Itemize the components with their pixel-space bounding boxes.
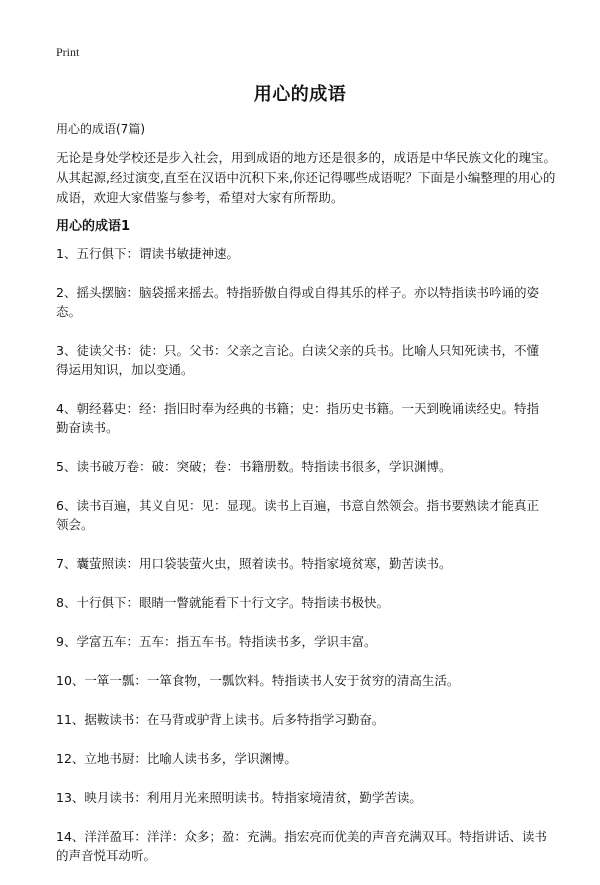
- idiom-list: [56, 244, 551, 885]
- idiom-entry-1: 1、五行俱下：谓读书敏捷神速。: [56, 246, 239, 261]
- idiom-entry-8: 8、十行俱下：眼睛一瞥就能看下十行文字。特指读书极快。: [56, 595, 389, 610]
- idiom-entry-2: 2、摇头摆脑：脑袋摇来摇去。特指骄傲自得或自得其乐的样子。亦以特指读书吟诵的姿态。: [56, 285, 539, 319]
- idiom-entry-5: 5、读书破万卷：破：突破；卷：书籍册数。特指读书很多，学识渊博。: [56, 459, 452, 474]
- idiom-entry-10: 10、一箪一瓢：一箪食物，一瓢饮料。特指读书人安于贫穷的清高生活。: [56, 673, 460, 688]
- section-heading: 用心的成语1: [56, 219, 131, 234]
- intro-paragraph: 无论是身处学校还是步入社会，用到成语的地方还是很多的，成语是中华民族文化的瑰宝。从其起源,经过演变,直至在汉语中沉积下来,你还记得哪些成语呢？下面是小编整理的用心的成语，欢迎大家借鉴与参考，希望对大家有所帮助。: [56, 150, 557, 205]
- idiom-entry-11: 11、据鞍读书：在马背或驴背上读书。后多特指学习勤奋。: [56, 712, 385, 727]
- print-link[interactable]: Print: [56, 45, 80, 59]
- page-title: 用心的成语: [253, 84, 347, 105]
- idiom-entry-9: 9、学富五车：五车：指五车书。特指读书多，学识丰富。: [56, 634, 377, 649]
- idiom-entry-6: 6、读书百遍，其义自见：见：显现。读书上百遍，书意自然领会。指书要熟读才能真正领会。: [56, 498, 539, 532]
- document-subtitle: 用心的成语(7篇): [56, 122, 145, 136]
- idiom-entry-3: 3、徒读父书：徒：只。父书：父亲之言论。白读父亲的兵书。比喻人只知死读书，不懂得运用知识，加以变通。: [56, 343, 539, 377]
- idiom-entry-14: 14、洋洋盈耳：洋洋：众多；盈：充满。指宏亮而优美的声音充满双耳。特指讲话、读书的声音悦耳动听。: [56, 829, 547, 863]
- idiom-entry-13: 13、映月读书：利用月光来照明读书。特指家境清贫，勤学苦读。: [56, 790, 422, 805]
- idiom-entry-7: 7、囊萤照读：用口袋装萤火虫，照着读书。特指家境贫寒，勤苦读书。: [56, 556, 452, 571]
- idiom-entry-12: 12、立地书厨：比喻人读书多，学识渊博。: [56, 751, 297, 766]
- idiom-entry-4: 4、朝经暮史：经：指旧时奉为经典的书籍；史：指历史书籍。一天到晚诵读经史。特指勤奋读书。: [56, 401, 539, 435]
